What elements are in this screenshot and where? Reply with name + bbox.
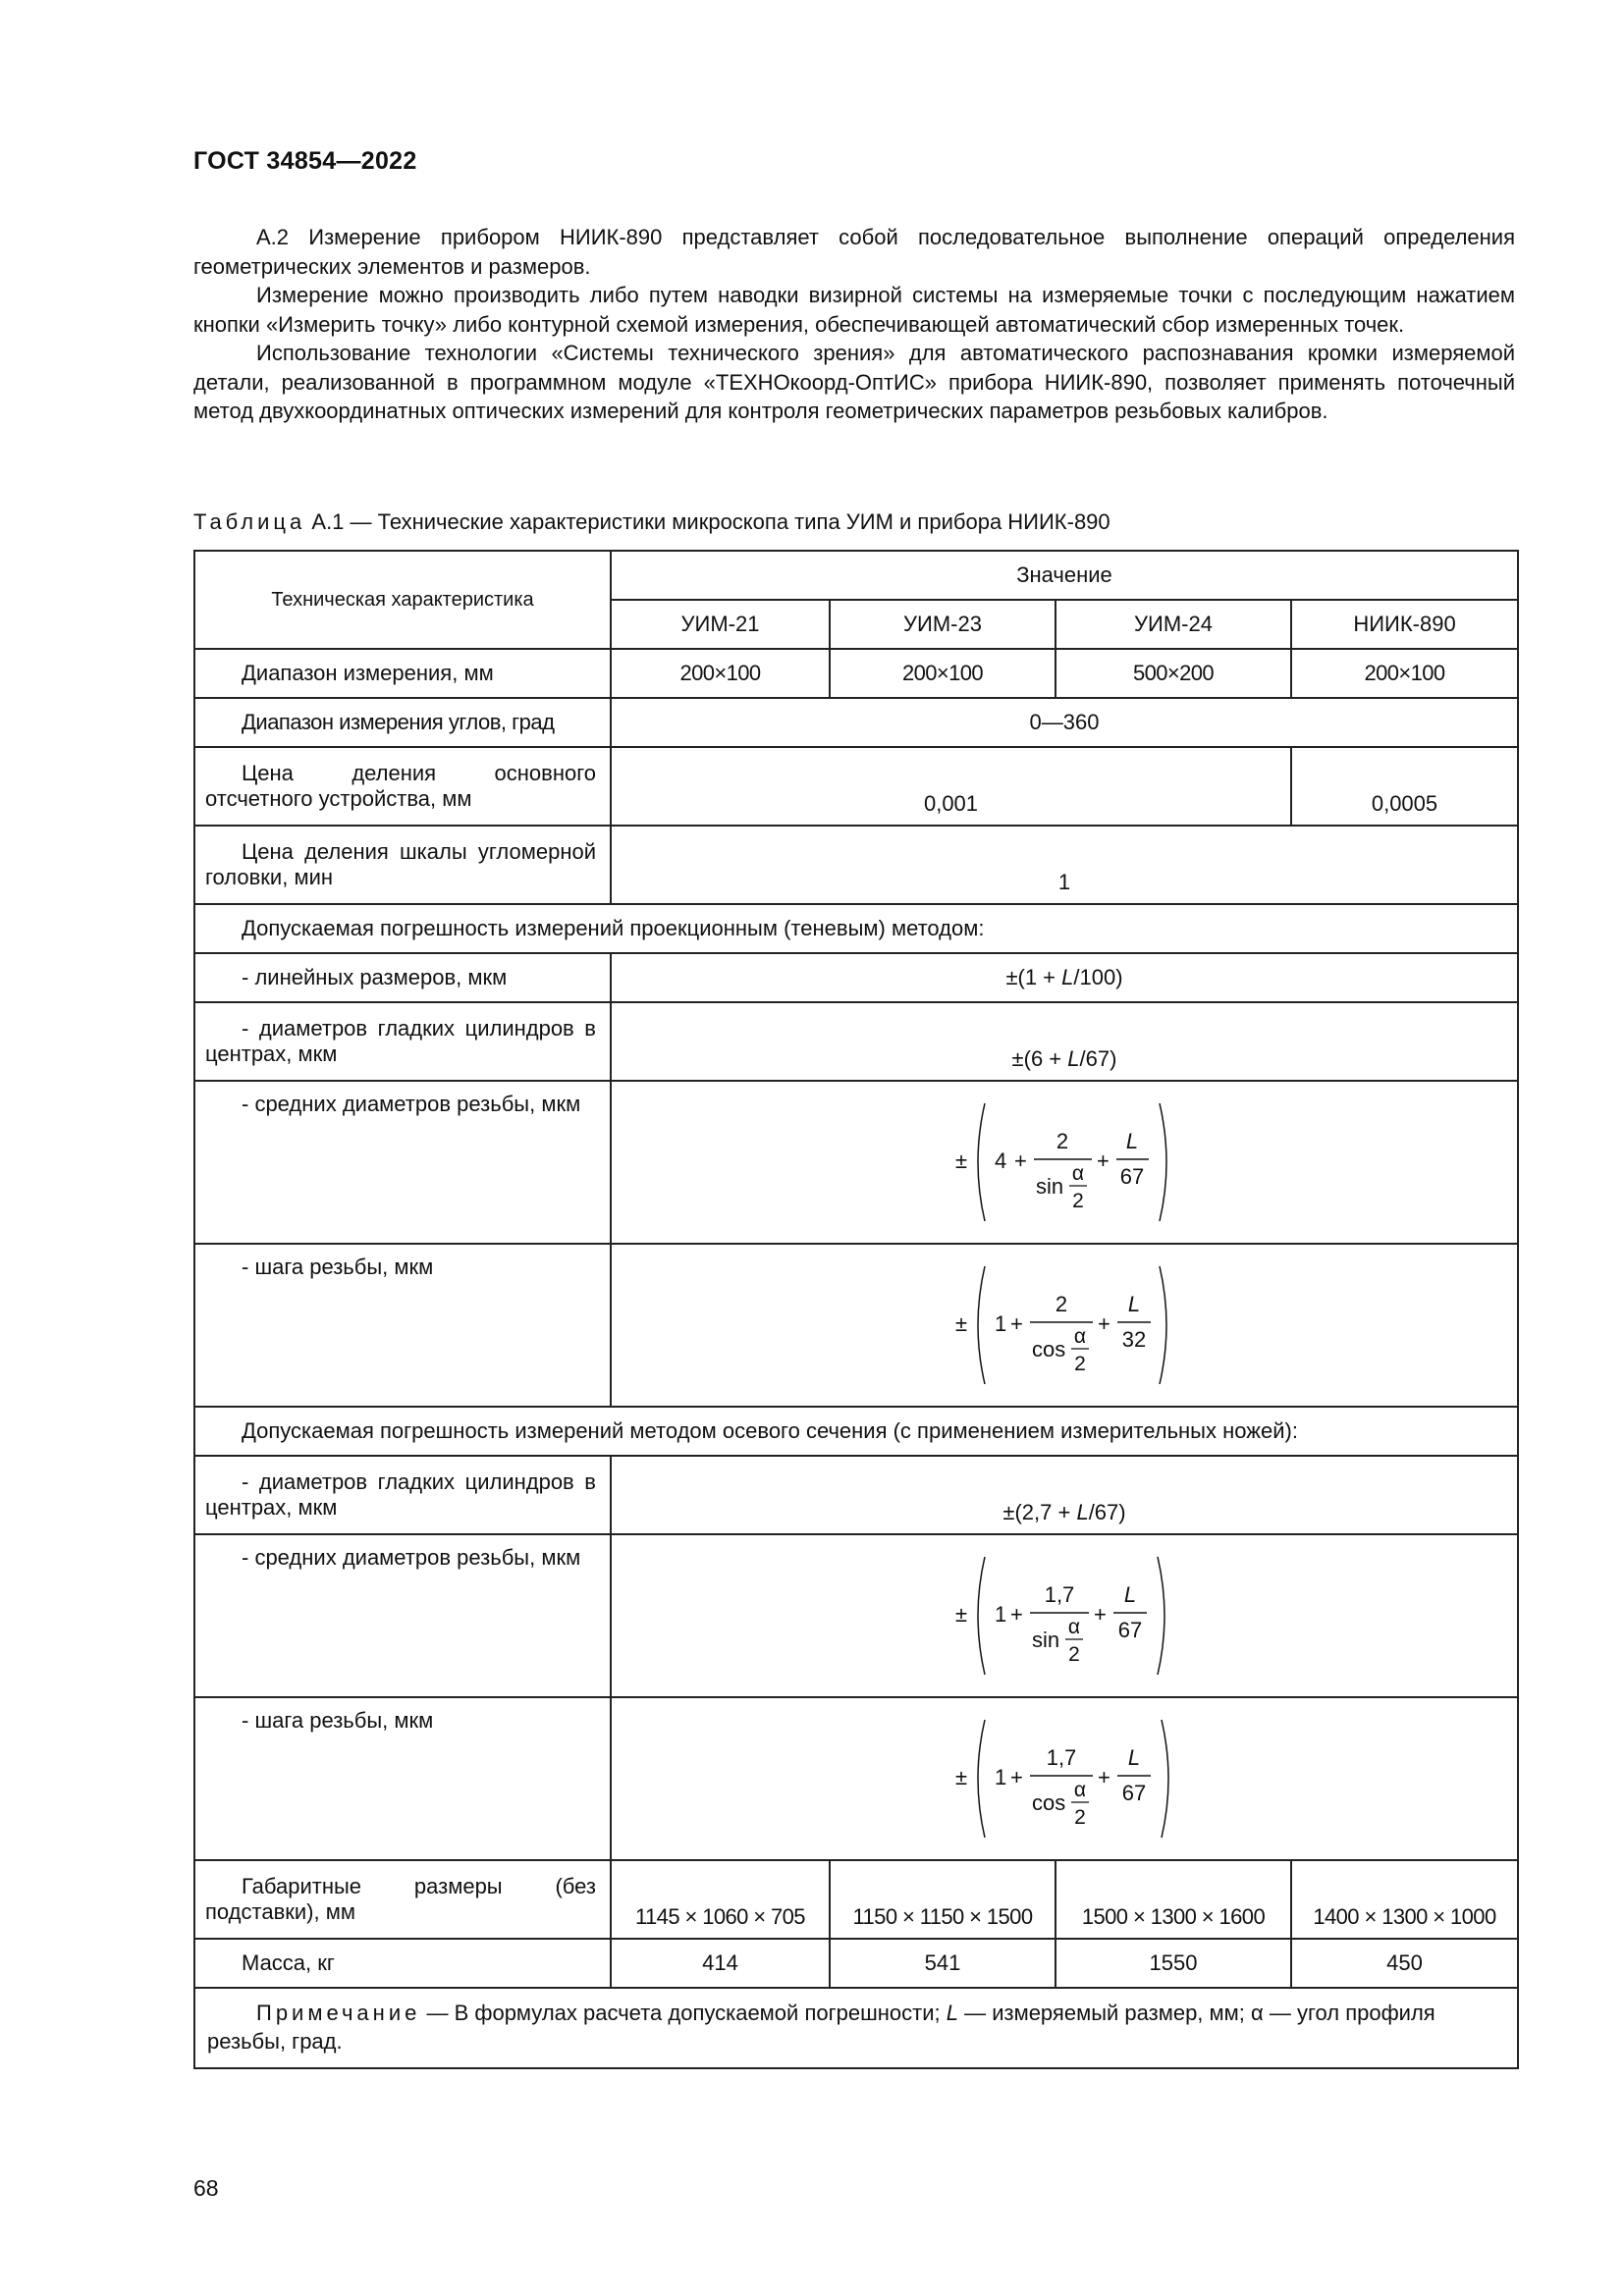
row-label: - шага резьбы, мкм: [194, 1697, 611, 1860]
cell-value: 541: [830, 1939, 1056, 1988]
note-word: Примечание: [256, 2001, 421, 2025]
section-projection-method: Допускаемая погрешность измерений проекционным (теневым) методом:: [194, 904, 1518, 953]
header-device: УИМ-23: [830, 600, 1056, 649]
svg-text:2: 2: [1074, 1806, 1086, 1829]
table-row: [194, 1081, 1518, 1244]
cell-value: 0,001: [611, 747, 1291, 826]
svg-text:1: 1: [995, 1602, 1007, 1627]
row-label: - средних диаметров резьбы, мкм: [194, 1081, 611, 1244]
header-device: УИМ-21: [611, 600, 830, 649]
table-row: [194, 826, 1518, 904]
cell-value: 1500 × 1300 × 1600: [1056, 1860, 1291, 1939]
paragraph-vision-technology: Использование технологии «Системы технического зрения» для автоматического распознавания кромки измеряемой детали, реализованной в программном модуле «ТЕХНОкоорд-ОптИС» прибора НИИК-890, позволяет применять поточечный метод двухкоординатных оптических измерений для контроля геометрических параметров резьбовых калибров.: [193, 341, 1515, 423]
paragraph-measurement-modes: Измерение можно производить либо путем наводки визирной системы на измеряемые точки с последующим нажатием кнопки «Измерить точку» либо контурной схемой измерения, обеспечивающей автоматический сбор измеренных точек.: [193, 283, 1515, 337]
svg-text:±: ±: [955, 1602, 968, 1627]
svg-text:α: α: [1071, 1162, 1085, 1185]
row-label: Масса, кг: [194, 1939, 611, 1988]
paragraph-a2: А.2 Измерение прибором НИИК-890 представляет собой последовательное выполнение операций определения геометрических элементов и размеров.: [193, 225, 1515, 279]
table-note-row: [194, 1988, 1518, 2068]
svg-text:L: L: [1127, 1745, 1141, 1770]
table-row: [194, 1534, 1518, 1697]
svg-text:α: α: [1073, 1325, 1087, 1348]
header-device: НИИК-890: [1291, 600, 1518, 649]
svg-text:+: +: [1010, 1311, 1023, 1336]
svg-text:1,7: 1,7: [1044, 1582, 1075, 1607]
cell-formula: ±(6 + L/67): [611, 1002, 1518, 1081]
row-label: Цена деления основного отсчетного устройства, мм: [194, 747, 611, 826]
header-device: УИМ-24: [1056, 600, 1291, 649]
row-label: Диапазон измерения углов, град: [194, 698, 611, 747]
cell-value: 1400 × 1300 × 1000: [1291, 1860, 1518, 1939]
page-number: 68: [193, 2175, 219, 2201]
svg-text:+: +: [1097, 1148, 1110, 1173]
cell-value: 200×100: [830, 649, 1056, 698]
svg-text:L: L: [1123, 1582, 1137, 1607]
body-text: [193, 223, 1515, 426]
table-section-row: [194, 904, 1518, 953]
cell-formula: ±(1 + L/100): [611, 953, 1518, 1002]
row-label: - линейных размеров, мкм: [194, 953, 611, 1002]
svg-text:±: ±: [955, 1148, 968, 1173]
table-row: [194, 649, 1518, 698]
cell-value: 200×100: [1291, 649, 1518, 698]
svg-text:2: 2: [1074, 1353, 1086, 1375]
cell-formula: [611, 1697, 1518, 1860]
spec-table: [193, 550, 1519, 2069]
cell-formula: [611, 1534, 1518, 1697]
svg-text:2: 2: [1072, 1190, 1084, 1212]
cell-formula: ±(2,7 + L/67): [611, 1456, 1518, 1534]
svg-text:4: 4: [995, 1148, 1007, 1173]
svg-text:sin: sin: [1036, 1174, 1064, 1199]
table-row: [194, 1860, 1518, 1939]
cell-value: 1550: [1056, 1939, 1291, 1988]
table-row: [194, 1244, 1518, 1407]
formula-pitch-projection: [951, 1262, 1177, 1388]
table-caption-text: А.1 — Технические характеристики микроскопа типа УИМ и прибора НИИК-890: [311, 509, 1110, 534]
svg-text:+: +: [1010, 1765, 1023, 1789]
cell-value: 1145 × 1060 × 705: [611, 1860, 830, 1939]
svg-text:67: 67: [1121, 1781, 1147, 1805]
svg-text:+: +: [1094, 1602, 1107, 1627]
cell-value: 0—360: [611, 698, 1518, 747]
table-row: [194, 1456, 1518, 1534]
svg-text:+: +: [1010, 1602, 1023, 1627]
svg-text:±: ±: [955, 1311, 968, 1336]
row-label: - диаметров гладких цилиндров в центрах, мкм: [194, 1002, 611, 1081]
row-label: - средних диаметров резьбы, мкм: [194, 1534, 611, 1697]
svg-text:±: ±: [955, 1765, 968, 1789]
table-row: [194, 1002, 1518, 1081]
header-value: Значение: [611, 551, 1518, 600]
row-label: - шага резьбы, мкм: [194, 1244, 611, 1407]
svg-text:L: L: [1125, 1129, 1139, 1153]
svg-text:L: L: [1127, 1292, 1141, 1316]
document-code: ГОСТ 34854—2022: [193, 147, 417, 175]
cell-value: 0,0005: [1291, 747, 1518, 826]
svg-text:α: α: [1073, 1779, 1087, 1801]
table-caption: [193, 508, 1110, 536]
svg-text:α: α: [1067, 1616, 1081, 1638]
svg-text:1: 1: [995, 1765, 1007, 1789]
table-row: [194, 747, 1518, 826]
cell-value: 414: [611, 1939, 830, 1988]
row-label: - диаметров гладких цилиндров в центрах, мкм: [194, 1456, 611, 1534]
cell-value: 1150 × 1150 × 1500: [830, 1860, 1056, 1939]
svg-text:+: +: [1014, 1148, 1027, 1173]
cell-value: 450: [1291, 1939, 1518, 1988]
formula-mean-diameter-axial: [951, 1553, 1177, 1679]
header-characteristic: Техническая характеристика: [194, 551, 611, 649]
svg-text:1: 1: [995, 1311, 1007, 1336]
table-caption-word: Таблица: [193, 509, 306, 534]
cell-value: 1: [611, 826, 1518, 904]
svg-text:67: 67: [1117, 1618, 1143, 1642]
svg-text:+: +: [1098, 1311, 1110, 1336]
svg-text:2: 2: [1055, 1292, 1068, 1316]
svg-text:32: 32: [1121, 1327, 1147, 1352]
row-label: Габаритные размеры (без подставки), мм: [194, 1860, 611, 1939]
row-label: Диапазон измерения, мм: [194, 649, 611, 698]
table-note: Примечание — В формулах расчета допускаемой погрешности; L — измеряемый размер, мм; α — угол профиля резьбы, град.: [194, 1988, 1518, 2068]
table-section-row: [194, 1407, 1518, 1456]
svg-text:1,7: 1,7: [1046, 1745, 1077, 1770]
formula-mean-diameter-projection: [951, 1099, 1177, 1225]
svg-text:cos: cos: [1032, 1337, 1066, 1362]
table-row: [194, 698, 1518, 747]
table-row: [194, 1939, 1518, 1988]
svg-text:cos: cos: [1032, 1790, 1066, 1815]
table-row: [194, 953, 1518, 1002]
row-label: Цена деления шкалы угломерной головки, мин: [194, 826, 611, 904]
svg-text:67: 67: [1119, 1164, 1145, 1189]
section-axial-method: Допускаемая погрешность измерений методом осевого сечения (с применением измерительных ножей):: [194, 1407, 1518, 1456]
formula-pitch-axial: [951, 1716, 1177, 1842]
cell-formula: [611, 1244, 1518, 1407]
table-header-row: [194, 551, 1518, 600]
svg-text:+: +: [1098, 1765, 1110, 1789]
svg-text:2: 2: [1068, 1643, 1080, 1666]
cell-formula: [611, 1081, 1518, 1244]
svg-text:sin: sin: [1032, 1628, 1060, 1652]
table-row: [194, 1697, 1518, 1860]
svg-text:2: 2: [1056, 1129, 1069, 1153]
cell-value: 200×100: [611, 649, 830, 698]
cell-value: 500×200: [1056, 649, 1291, 698]
